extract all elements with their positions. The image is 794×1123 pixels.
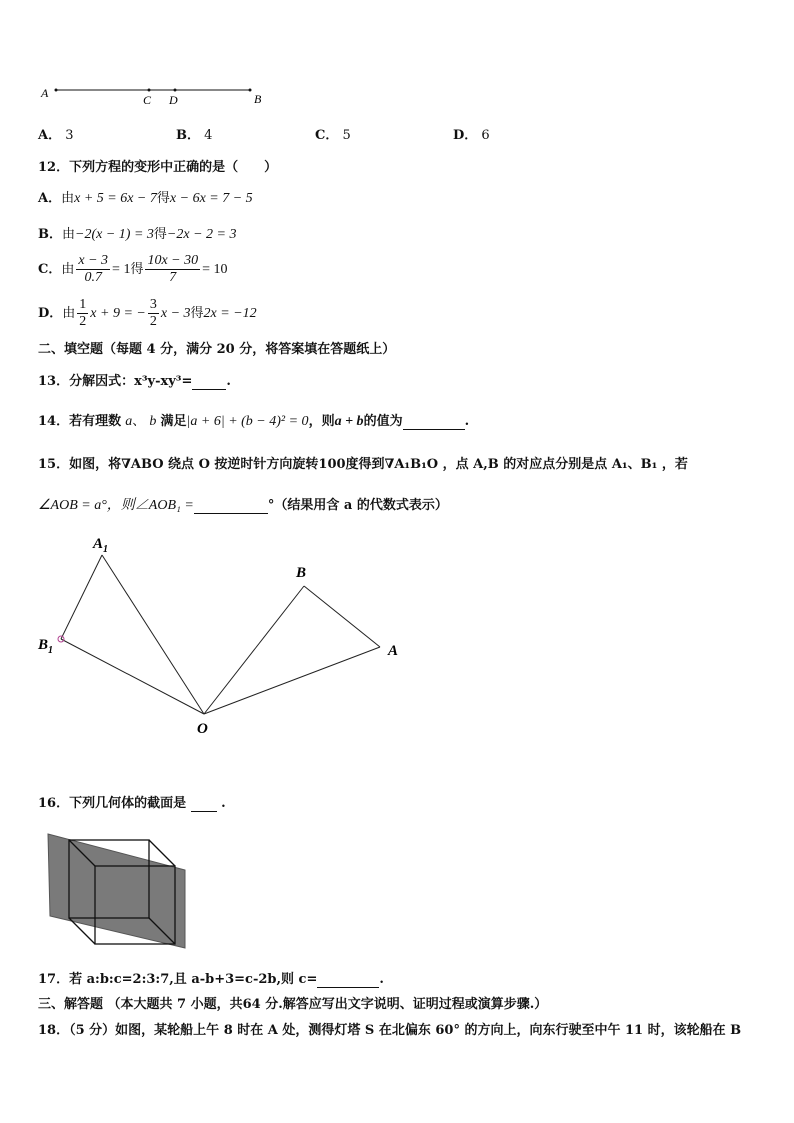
q11-option-d[interactable] bbox=[453, 124, 490, 143]
question-text: 14．若有理数 bbox=[38, 414, 122, 429]
option-letter: C． bbox=[315, 128, 339, 143]
equation: a + b bbox=[334, 414, 364, 429]
q11-option-b[interactable] bbox=[176, 124, 212, 143]
q13 bbox=[38, 370, 231, 390]
equation: x + 9 = − bbox=[90, 306, 146, 321]
numerator: x − 3 bbox=[78, 253, 109, 268]
numerator: 1 bbox=[79, 297, 87, 312]
question-text: . bbox=[221, 796, 226, 811]
equation: x − 6x = 7 − 5 bbox=[169, 191, 253, 206]
option-letter: D． bbox=[38, 306, 63, 321]
q15-line1: 15．如图，将∇ABO 绕点 O 按逆时针方向旋转100度得到∇A₁B₁O ，点 A,B 的对应点分别是点 A₁、B₁ ，若 bbox=[38, 457, 688, 472]
variable: a bbox=[125, 414, 133, 429]
label-b: B bbox=[296, 565, 307, 581]
segment-figure bbox=[38, 82, 278, 112]
equation: = 1 bbox=[112, 262, 131, 277]
q12-option-c[interactable] bbox=[38, 253, 228, 286]
option-value: 5 bbox=[342, 128, 351, 143]
q12-option-d[interactable] bbox=[38, 297, 257, 330]
point-a bbox=[55, 89, 58, 92]
q12-option-b[interactable] bbox=[38, 223, 236, 243]
fraction bbox=[77, 297, 88, 330]
point-b bbox=[249, 89, 252, 92]
question-text: . bbox=[226, 374, 231, 389]
rotation-figure bbox=[30, 530, 410, 745]
answer-blank[interactable] bbox=[403, 414, 465, 430]
section-heading: 二、填空题（每题 4 分，满分 20 分，将答案填在答题纸上） bbox=[38, 342, 396, 357]
label-d: D bbox=[169, 93, 178, 107]
answer-blank[interactable] bbox=[194, 498, 268, 514]
question-text: 17．若 a:b:c=2:3:7,且 a-b+3=c-2b,则 c= bbox=[38, 972, 318, 987]
q18: 18．（5 分）如图，某轮船上午 8 时在 A 处，测得灯塔 S 在北偏东 60° 的方向上，向东行驶至中午 11 时，该轮船在 B bbox=[38, 1023, 742, 1038]
q12-option-a[interactable] bbox=[38, 187, 253, 207]
question-text: 13．分解因式：x³y-xy³= bbox=[38, 374, 193, 389]
label-o: O bbox=[197, 721, 208, 737]
option-letter: B． bbox=[38, 227, 62, 242]
numerator: 3 bbox=[149, 297, 157, 312]
question-text: ，则 bbox=[308, 414, 335, 429]
equation: = 10 bbox=[202, 262, 228, 277]
equation: x + 5 = 6x − 7 bbox=[74, 191, 157, 206]
q12-stem: 12．下列方程的变形中正确的是（ ） bbox=[38, 160, 278, 175]
segment-a1-o bbox=[102, 555, 204, 714]
answer-blank[interactable] bbox=[192, 374, 226, 390]
option-letter: D． bbox=[453, 128, 478, 143]
question-text: . bbox=[379, 972, 384, 987]
equation: x − 3 bbox=[160, 306, 191, 321]
option-letter: C． bbox=[38, 262, 62, 277]
question-text: 16．下列几何体的截面是 bbox=[38, 796, 187, 811]
equation: |a + 6| + (b − 4)² = 0 bbox=[186, 414, 309, 429]
option-letter: A． bbox=[38, 128, 62, 143]
label-a: A bbox=[388, 643, 399, 659]
equation: −2x − 2 = 3 bbox=[166, 227, 237, 242]
option-text: 得 bbox=[153, 227, 167, 242]
option-text: 得 bbox=[156, 191, 170, 206]
equation: −2(x − 1) = 3 bbox=[75, 227, 154, 242]
label-b: B bbox=[254, 92, 262, 106]
option-text: 由 bbox=[61, 262, 75, 277]
cube-section-figure bbox=[40, 828, 190, 953]
q17 bbox=[38, 968, 384, 988]
option-text: 由 bbox=[62, 227, 76, 242]
q16 bbox=[38, 792, 226, 812]
option-value: 4 bbox=[204, 128, 213, 143]
fraction bbox=[76, 253, 110, 286]
point-c bbox=[148, 89, 151, 92]
question-text: . bbox=[464, 414, 470, 429]
q15-line2 bbox=[38, 494, 448, 514]
answer-blank[interactable] bbox=[317, 972, 379, 988]
option-text: 由 bbox=[62, 306, 76, 321]
option-value: 3 bbox=[65, 128, 74, 143]
point-d bbox=[174, 89, 177, 92]
segment-b-a bbox=[304, 586, 380, 647]
segment-b1-a1 bbox=[61, 555, 102, 639]
question-text: °（结果用含 a 的代数式表示） bbox=[267, 498, 448, 513]
denominator: 2 bbox=[149, 314, 157, 329]
section-heading: 三、解答题 （本大题共 7 小题，共64 分.解答应写出文字说明、证明过程或演算步骤.） bbox=[38, 997, 548, 1012]
question-text: 的值为 bbox=[363, 414, 403, 429]
q11-option-c[interactable] bbox=[315, 124, 351, 143]
option-letter: A． bbox=[38, 191, 62, 206]
segment-b1-o bbox=[61, 639, 204, 714]
label-c: C bbox=[143, 93, 152, 107]
label-a: A bbox=[41, 86, 49, 100]
fraction bbox=[148, 297, 159, 330]
equation: ∠AOB = a°，则∠AOB₁ = bbox=[38, 498, 194, 513]
denominator: 0.7 bbox=[84, 270, 102, 285]
answer-blank[interactable] bbox=[191, 796, 217, 812]
question-text: 满足 bbox=[160, 414, 187, 429]
option-text: 由 bbox=[61, 191, 75, 206]
denominator: 7 bbox=[169, 270, 177, 285]
label-b1: $B_1$ bbox=[38, 637, 54, 656]
option-text: 得 bbox=[190, 306, 204, 321]
numerator: 10x − 30 bbox=[147, 253, 199, 268]
option-value: 6 bbox=[481, 128, 490, 143]
denominator: 2 bbox=[79, 314, 87, 329]
q11-option-a[interactable] bbox=[38, 124, 74, 143]
option-text: 得 bbox=[130, 262, 144, 277]
q14 bbox=[38, 410, 469, 430]
variable: b bbox=[149, 414, 157, 429]
equation: 2x = −12 bbox=[203, 306, 257, 321]
option-letter: B． bbox=[176, 128, 200, 143]
label-a1: $A_1$ bbox=[93, 536, 109, 555]
fraction bbox=[145, 253, 200, 286]
question-text: 、 bbox=[132, 414, 146, 429]
